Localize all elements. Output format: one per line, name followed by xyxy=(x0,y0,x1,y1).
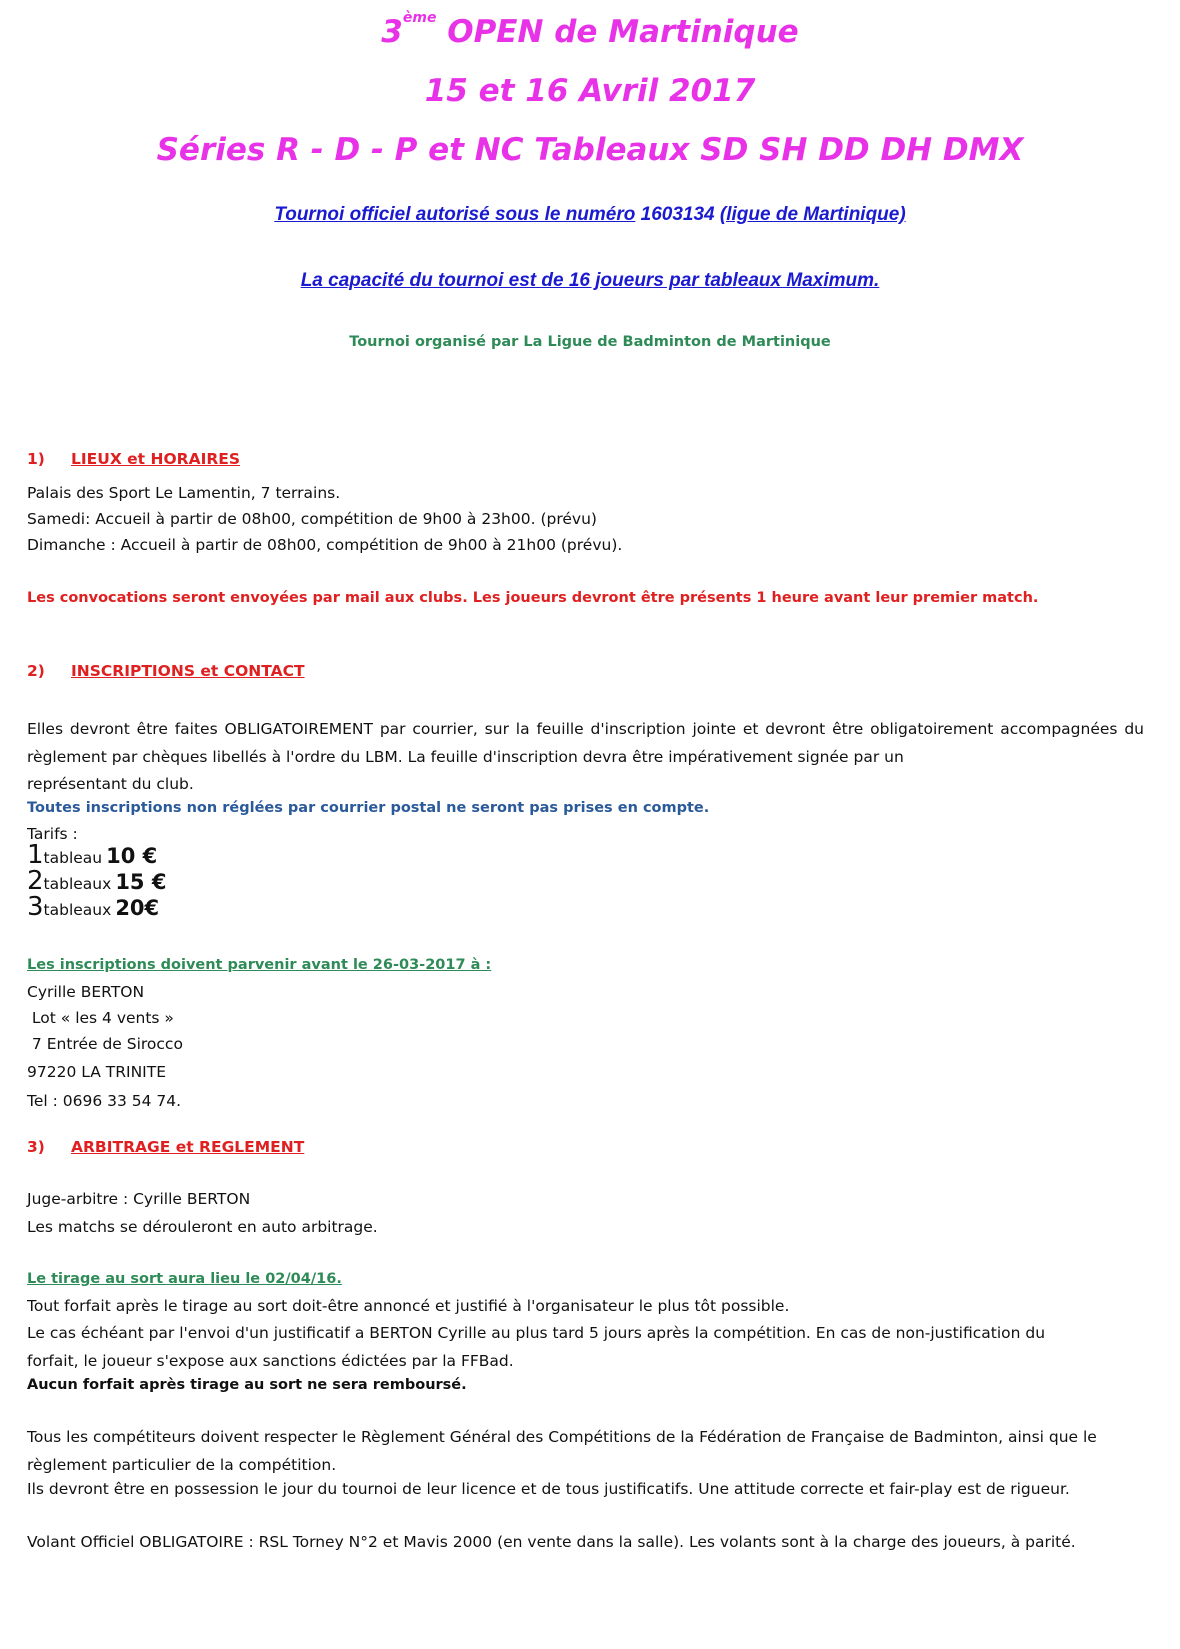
title-superscript: ème xyxy=(402,10,437,26)
rules-text-end: règlement particulier de la compétition. xyxy=(27,1455,337,1474)
official-line xyxy=(0,204,1180,226)
tarif-count: 3 xyxy=(27,892,44,922)
section1-title: LIEUX et HORAIRES xyxy=(71,450,241,468)
contact-phone: Tel : 0696 33 54 74. xyxy=(27,1092,182,1110)
section2-title: INSCRIPTIONS et CONTACT xyxy=(71,662,305,680)
tarif-row xyxy=(27,892,159,922)
section3-title: ARBITRAGE et REGLEMENT xyxy=(71,1138,305,1156)
tarif-count: 2 xyxy=(27,866,44,896)
tarifs-label: Tarifs : xyxy=(27,825,78,843)
contact-city: 97220 LA TRINITE xyxy=(27,1063,166,1081)
postal-notice: Toutes inscriptions non réglées par courrier postal ne seront pas prises en compte. xyxy=(27,800,710,816)
section3-number: 3) xyxy=(27,1138,45,1156)
tarif-price: 10 € xyxy=(106,844,158,868)
organised-line: Tournoi organisé par La Ligue de Badminton de Martinique xyxy=(349,334,831,350)
inscription-text-end: représentant du club. xyxy=(27,775,194,793)
rules-text: Tous les compétiteurs doivent respecter le Règlement Général des Compétitions de la Fédération de Française de Badminton, ainsi que le xyxy=(27,1428,1097,1446)
forfeit-paragraph xyxy=(27,1320,1144,1375)
title-rest: OPEN de Martinique xyxy=(436,14,799,50)
no-refund-line: Aucun forfait après tirage au sort ne sera remboursé. xyxy=(27,1377,467,1393)
official-number: 1603134 xyxy=(635,204,720,225)
contact-name: Cyrille BERTON xyxy=(27,983,145,1001)
convocation-warning: Les convocations seront envoyées par mail aux clubs. Les joueurs devront être présents 1 heure avant leur premier match. xyxy=(27,590,1039,606)
referee-line: Juge-arbitre : Cyrille BERTON xyxy=(27,1190,251,1208)
sunday-line: Dimanche : Accueil à partir de 08h00, compétition de 9h00 à 21h00 (prévu). xyxy=(27,536,623,554)
official-text: Tournoi officiel autorisé sous le numéro xyxy=(274,204,636,225)
deadline-line: Les inscriptions doivent parvenir avant le 26-03-2017 à : xyxy=(27,957,492,973)
saturday-line: Samedi: Accueil à partir de 08h00, compétition de 9h00 à 23h00. (prévu) xyxy=(27,510,597,528)
official-league: (ligue de Martinique) xyxy=(719,204,906,225)
inscription-paragraph xyxy=(27,716,1144,799)
tarif-label: tableaux xyxy=(43,875,112,893)
tarif-price: 20€ xyxy=(115,896,160,920)
shuttle-line: Volant Officiel OBLIGATOIRE : RSL Torney N°2 et Mavis 2000 (en vente dans la salle). Les volants sont à la charge des joueurs, à parité. xyxy=(27,1533,1076,1551)
tarif-price: 15 € xyxy=(115,870,167,894)
capacity-line xyxy=(0,270,1180,292)
rules-paragraph xyxy=(27,1424,1144,1479)
tarif-label: tableaux xyxy=(43,901,112,919)
title-dates: 15 et 16 Avril 2017 xyxy=(424,73,756,109)
section1-heading xyxy=(27,450,240,468)
title-open xyxy=(0,10,1180,50)
section3-heading xyxy=(27,1138,304,1156)
forfeit-text-end: forfait, le joueur s'expose aux sanctions édictées par la FFBad. xyxy=(27,1351,514,1370)
title-series: Séries R - D - P et NC Tableaux SD SH DD DH DMX xyxy=(156,132,1024,168)
draw-date-line: Le tirage au sort aura lieu le 02/04/16. xyxy=(27,1271,342,1287)
capacity-text: La capacité du tournoi est de 16 joueurs par tableaux Maximum. xyxy=(300,270,880,291)
title-number: 3 xyxy=(381,14,403,50)
inscription-text: Elles devront être faites OBLIGATOIREMENT par courrier, sur la feuille d'inscription jointe et devront être obligatoirement accompagnées du règlement par chèques libellés à l'ordre du LBM. La feuille d'inscription devra être impérativement signée par un xyxy=(27,720,1144,766)
section1-number: 1) xyxy=(27,450,45,468)
forfeit-text: Le cas échéant par l'envoi d'un justificatif a BERTON Cyrille au plus tard 5 jours après la compétition. En cas de non-justification du xyxy=(27,1324,1046,1342)
auto-refereeing-line: Les matchs se dérouleront en auto arbitrage. xyxy=(27,1218,378,1236)
forfeit-line-1: Tout forfait après le tirage au sort doit-être annoncé et justifié à l'organisateur le plus tôt possible. xyxy=(27,1297,790,1315)
section2-heading xyxy=(27,662,305,680)
tarif-label: tableau xyxy=(43,849,103,867)
contact-address-1: Lot « les 4 vents » xyxy=(27,1009,174,1027)
contact-address-2: 7 Entrée de Sirocco xyxy=(27,1035,183,1053)
section2-number: 2) xyxy=(27,662,45,680)
tarif-count: 1 xyxy=(27,840,44,870)
licence-line: Ils devront être en possession le jour du tournoi de leur licence et de tous justificatifs. Une attitude correcte et fair-play est de rigueur. xyxy=(27,1480,1070,1498)
venue-line: Palais des Sport Le Lamentin, 7 terrains. xyxy=(27,484,341,502)
